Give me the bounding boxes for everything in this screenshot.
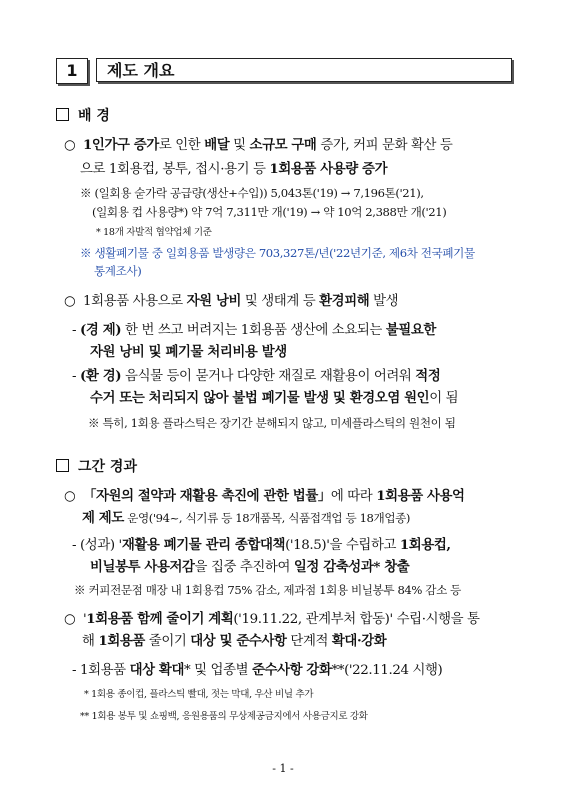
note-2-line-1: ※ 생활폐기물 중 일회용품 발생량은 703,327톤/년('22년기준, 제6차 전국폐기물 bbox=[80, 246, 475, 260]
dash-economy-line-1: - (경 제) 한 번 쓰고 버려지는 1회용품 생산에 소요되는 불필요한 bbox=[72, 322, 436, 338]
section-heading-background: 배 경 bbox=[56, 105, 110, 125]
history-item-2-line-1: ○ '1회용품 함께 줄이기 계획('19.11.22, 관계부처 합동)' 수립·시행을 통 bbox=[64, 611, 480, 627]
square-bullet-icon bbox=[56, 459, 69, 472]
note-6: ** 1회용 봉투 및 쇼핑백, 응원용품의 무상제공금지에서 사용금지로 강화 bbox=[80, 711, 368, 722]
history-result-line-2: 비닐봉투 사용저감을 집중 추진하여 일정 감축성과* 창출 bbox=[90, 559, 410, 575]
note-3: ※ 특히, 1회용 플라스틱은 장기간 분해되지 않고, 미세플라스틱의 원천이 됨 bbox=[88, 416, 456, 430]
note-1-line-1: ※ (일회용 숟가락 공급량(생산+수입)) 5,043톤('19) → 7,196톤('21), bbox=[80, 186, 424, 200]
note-5: * 1회용 종이컵, 플라스틱 빨대, 젓는 막대, 우산 비닐 추가 bbox=[84, 689, 314, 700]
history-item-2-line-2: 해 1회용품 줄이기 대상 및 준수사항 단계적 확대·강화 bbox=[82, 633, 387, 649]
dash-environment-line-2: 수거 또는 처리되지 않아 불법 폐기물 발생 및 환경오염 원인이 됨 bbox=[90, 390, 459, 406]
note-1-line-2: (일회용 컵 사용량*) 약 7억 7,311만 개('19) → 약 10억 2,388만 개('21) bbox=[92, 205, 447, 219]
history-item-1-line-1: ○ 「자원의 절약과 재활용 촉진에 관한 법률」에 따라 1회용품 사용억 bbox=[64, 488, 465, 504]
dash-economy-line-2: 자원 낭비 및 폐기물 처리비용 발생 bbox=[90, 344, 287, 360]
history-expansion-line: - 1회용품 대상 확대* 및 업종별 준수사항 강화**('22.11.24 시행) bbox=[72, 662, 443, 678]
section-title-box: 제도 개요 bbox=[96, 58, 512, 82]
bullet-item-2: ○ 1회용품 사용으로 자원 낭비 및 생태계 등 환경피해 발생 bbox=[64, 293, 399, 309]
history-result-line-1: - (성과) '재활용 폐기물 관리 종합대책('18.5)'을 수립하고 1회용컵, bbox=[72, 537, 451, 553]
square-bullet-icon bbox=[56, 108, 69, 121]
note-4: ※ 커피전문점 매장 내 1회용컵 75% 감소, 제과점 1회용 비닐봉투 84% 감소 등 bbox=[74, 583, 461, 597]
section-heading-history: 그간 경과 bbox=[56, 456, 137, 476]
section-number-box: 1 bbox=[56, 58, 88, 84]
bullet-item-1-line-1: ○ 1인가구 증가로 인한 배달 및 소규모 구매 증가, 커피 문화 확산 등 bbox=[64, 137, 453, 153]
history-item-1-line-2: 제 제도 운영('94~, 식기류 등 18개품목, 식품접객업 등 18개업종) bbox=[82, 510, 411, 526]
note-2-line-2: 통계조사) bbox=[94, 264, 142, 278]
note-1-footnote: * 18개 자발적 협약업체 기준 bbox=[96, 227, 212, 238]
page-number: - 1 - bbox=[272, 762, 294, 775]
dash-environment-line-1: - (환 경) 음식물 등이 묻거나 다양한 재질로 재활용이 어려워 적정 bbox=[72, 368, 441, 384]
bullet-item-1-line-2: 으로 1회용컵, 봉투, 접시·용기 등 1회용품 사용량 증가 bbox=[80, 161, 388, 177]
